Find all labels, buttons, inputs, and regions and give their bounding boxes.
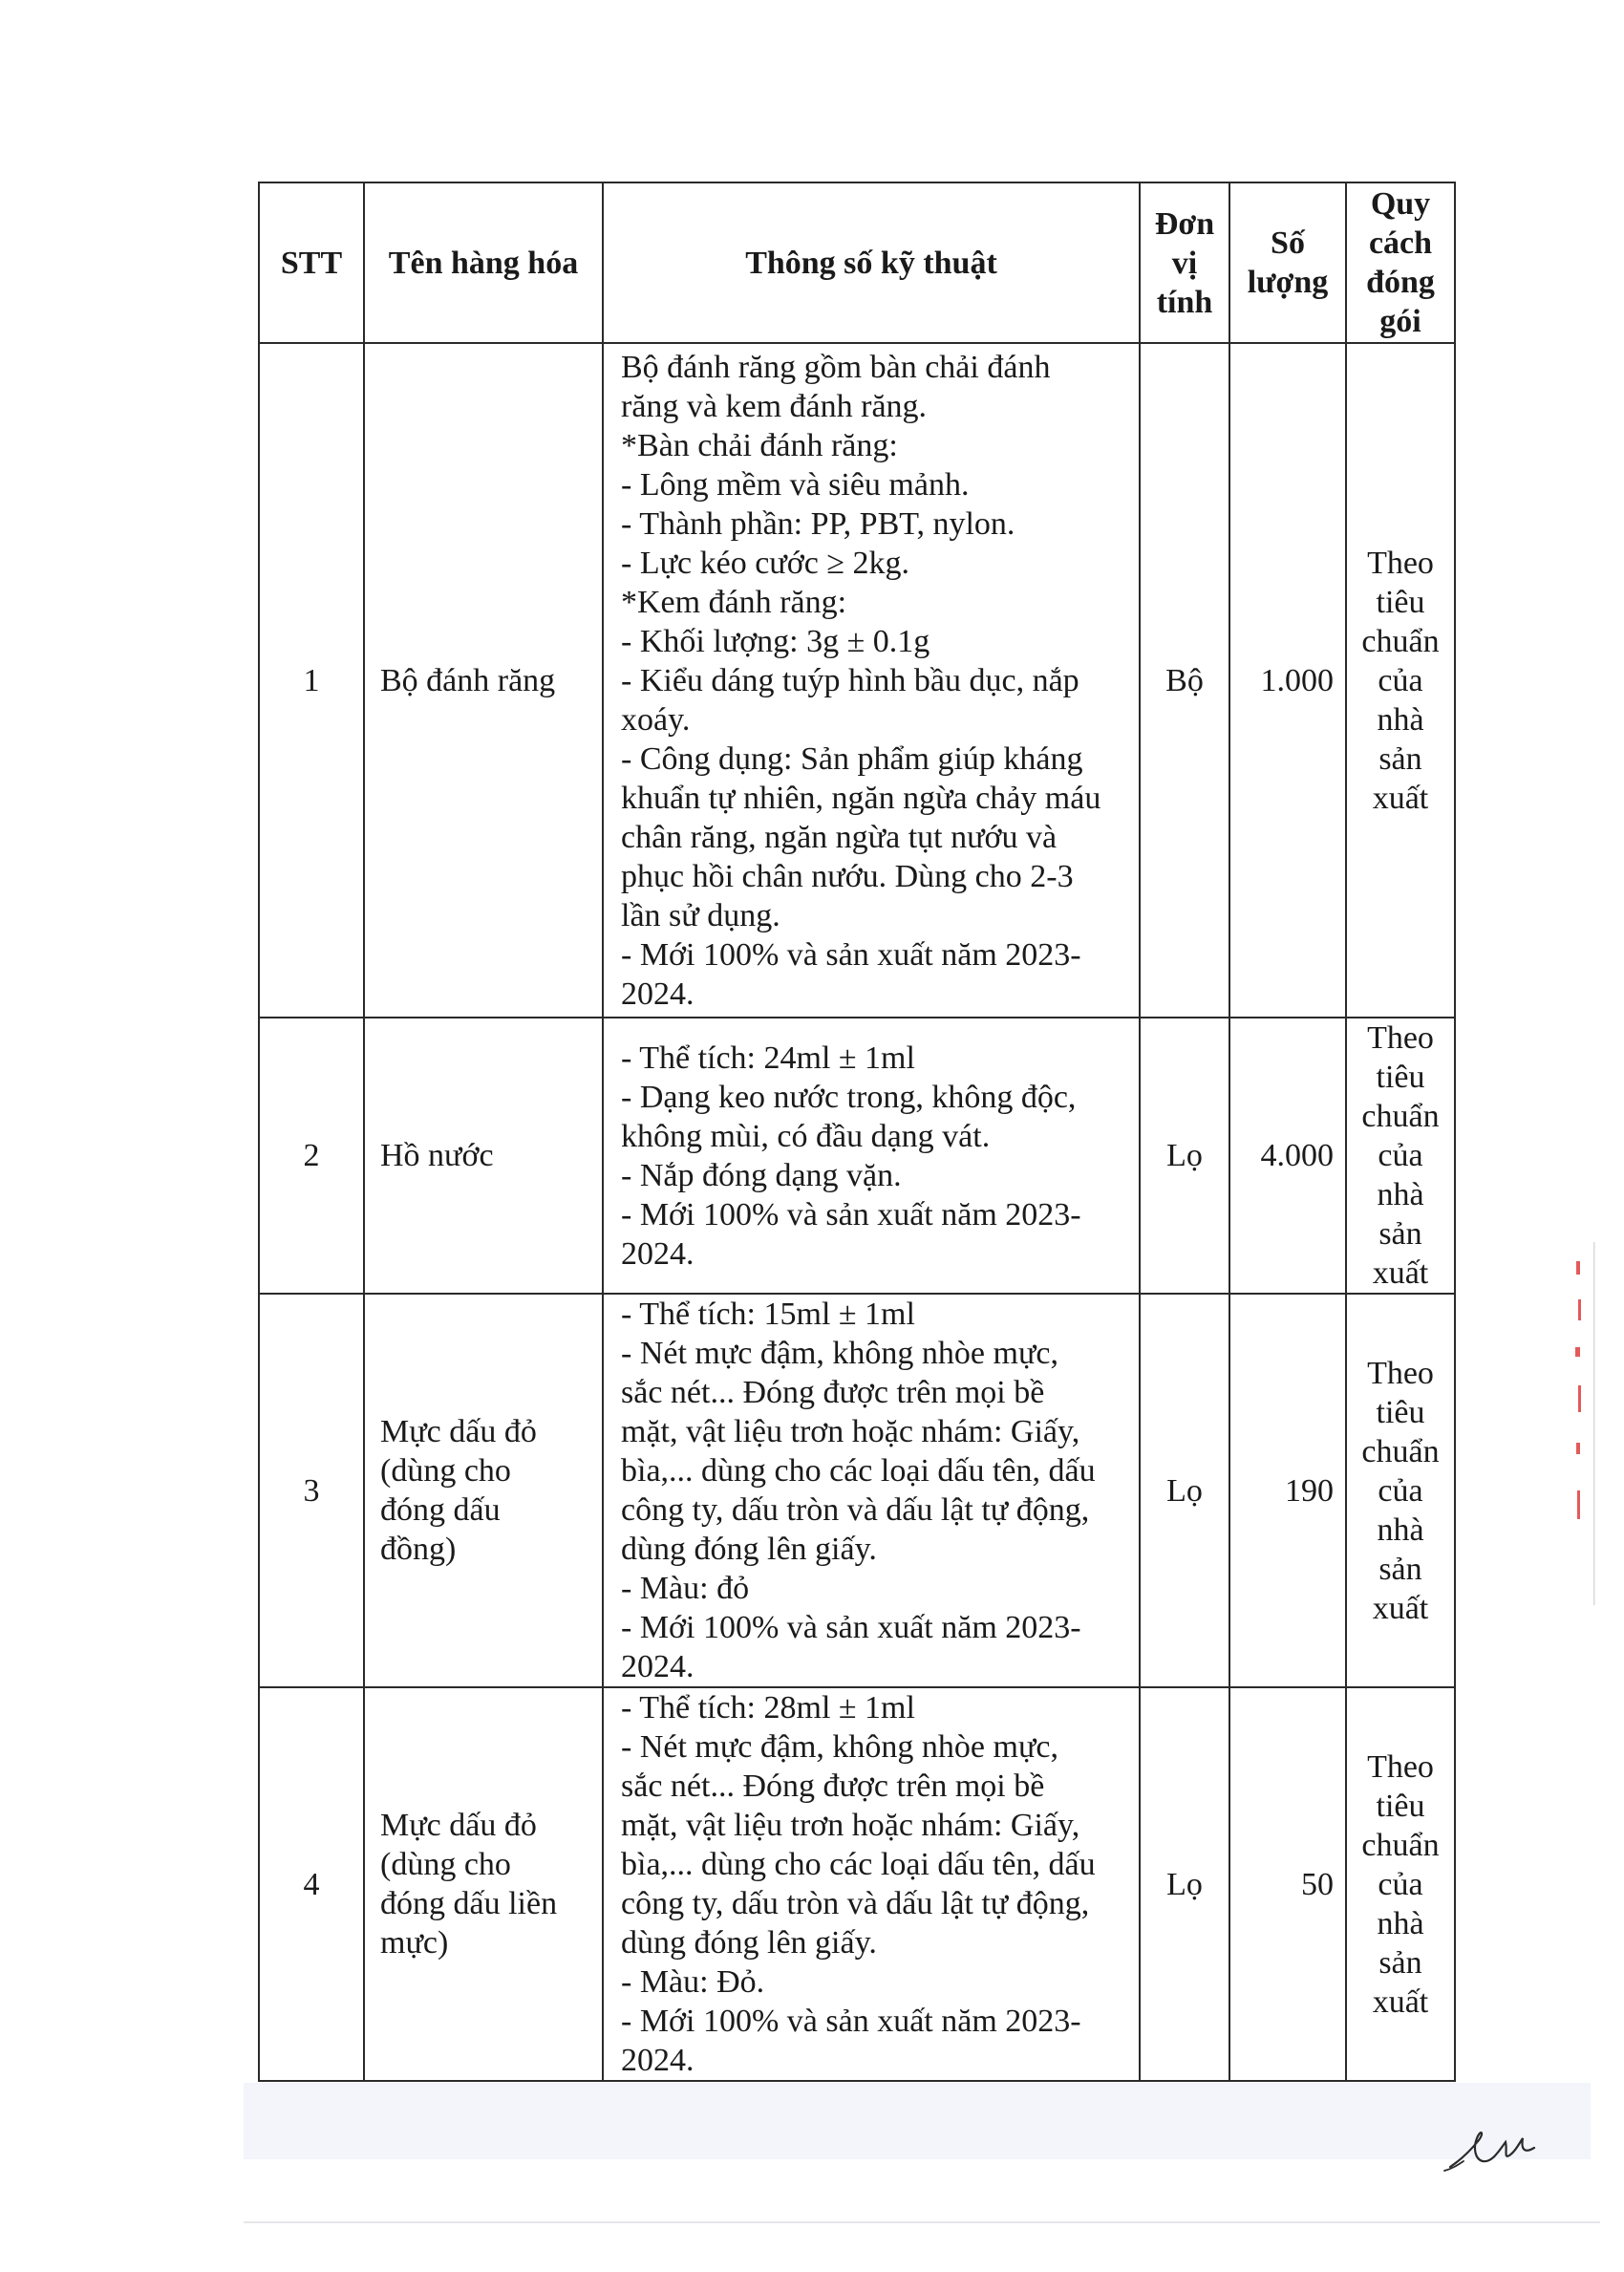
packaging-line: tiêu xyxy=(1376,1060,1425,1095)
packaging-line: của xyxy=(1378,1138,1423,1173)
cell-unit: Lọ xyxy=(1140,1687,1229,2081)
packaging-line: chuẩn xyxy=(1361,1827,1440,1863)
packaging-line: sản xyxy=(1378,1944,1422,1981)
item-name-line: Bộ đánh răng xyxy=(380,662,556,698)
spec-line: *Kem đánh răng: xyxy=(621,584,847,620)
item-name-line: Mực dấu đỏ xyxy=(380,1414,537,1449)
table-row xyxy=(259,1294,1455,1687)
cell-packaging xyxy=(1346,343,1455,1018)
item-name-line: (dùng cho xyxy=(380,1453,511,1489)
cell-specification xyxy=(603,343,1140,1018)
spec-line: mặt, vật liệu trơn hoặc nhám: Giấy, xyxy=(621,1808,1080,1843)
cell-unit: Lọ xyxy=(1140,1018,1229,1294)
cell-item-name xyxy=(364,343,603,1018)
spec-line: - Màu: đỏ xyxy=(621,1571,750,1606)
cell-packaging xyxy=(1346,1294,1455,1687)
spec-line: chân răng, ngăn ngừa tụt nướu và xyxy=(621,819,1058,855)
item-name-line: (dùng cho xyxy=(380,1847,511,1882)
item-name-line: đóng dấu xyxy=(380,1492,501,1528)
cell-stt: 4 xyxy=(259,1687,364,2081)
packaging-line: nhà xyxy=(1377,701,1424,738)
packaging-line: chuẩn xyxy=(1361,623,1440,659)
spec-line: *Bàn chải đánh răng: xyxy=(621,427,898,463)
scan-edge-marks xyxy=(1567,1242,1595,1605)
table-row xyxy=(259,1687,1455,2081)
spec-line: - Lông mềm và siêu mảnh. xyxy=(621,466,970,503)
spec-line: phục hồi chân nướu. Dùng cho 2-3 xyxy=(621,858,1074,894)
spec-line: - Công dụng: Sản phẩm giúp kháng xyxy=(621,740,1083,777)
scan-shading xyxy=(244,2083,1591,2159)
cell-unit: Lọ xyxy=(1140,1294,1229,1687)
goods-specification-table xyxy=(258,182,1456,2082)
item-name-line: Mực dấu đỏ xyxy=(380,1808,537,1843)
item-name-line: đồng) xyxy=(380,1532,457,1567)
cell-stt: 2 xyxy=(259,1018,364,1294)
packaging-line: sản xyxy=(1378,740,1422,777)
spec-line: công ty, dấu tròn và dấu lật tự động, xyxy=(621,1492,1090,1528)
spec-line: - Dạng keo nước trong, không độc, xyxy=(621,1079,1077,1115)
packaging-line: chuẩn xyxy=(1361,1099,1440,1134)
header-stt: STT xyxy=(259,182,364,343)
header-qty-line: Số xyxy=(1271,225,1305,261)
spec-line: - Mới 100% và sản xuất năm 2023- xyxy=(621,1610,1081,1645)
spec-line: - Mới 100% và sản xuất năm 2023- xyxy=(621,1196,1081,1232)
spec-line: - Mới 100% và sản xuất năm 2023- xyxy=(621,936,1081,973)
cell-quantity: 190 xyxy=(1229,1294,1346,1687)
header-pack-line: đóng xyxy=(1366,265,1435,300)
header-unit-line: Đơn xyxy=(1154,205,1215,242)
spec-line: dùng đóng lên giấy. xyxy=(621,1532,877,1567)
header-pack-line: gói xyxy=(1379,304,1421,339)
header-pack-line: cách xyxy=(1368,225,1433,261)
packaging-line: Theo xyxy=(1367,1355,1434,1391)
cell-item-name xyxy=(364,1018,603,1294)
spec-line: 2024. xyxy=(621,975,694,1012)
spec-line: xoáy. xyxy=(621,701,691,738)
cell-item-name xyxy=(364,1294,603,1687)
spec-line: 2024. xyxy=(621,1235,694,1272)
packaging-line: chuẩn xyxy=(1361,1433,1440,1469)
packaging-line: tiêu xyxy=(1376,1788,1425,1824)
table-row xyxy=(259,1018,1455,1294)
header-pack xyxy=(1346,182,1455,343)
spec-line: 2024. xyxy=(621,2043,694,2078)
item-name-line: Hồ nước xyxy=(380,1138,494,1173)
packaging-line: nhà xyxy=(1377,1905,1424,1941)
spec-line: - Nét mực đậm, không nhòe mực, xyxy=(621,1729,1058,1765)
spec-line: sắc nét... Đóng được trên mọi bề xyxy=(621,1375,1045,1410)
packaging-line: xuất xyxy=(1372,1983,1429,2020)
cell-stt: 3 xyxy=(259,1294,364,1687)
cell-stt: 1 xyxy=(259,343,364,1018)
packaging-line: Theo xyxy=(1367,545,1434,581)
packaging-line: tiêu xyxy=(1376,584,1425,620)
header-pack-line: Quy xyxy=(1370,186,1431,222)
packaging-line: của xyxy=(1378,662,1423,698)
cell-packaging xyxy=(1346,1687,1455,2081)
item-name-line: mực) xyxy=(380,1925,449,1961)
packaging-line: của xyxy=(1378,1866,1423,1902)
header-qty-line: lượng xyxy=(1247,265,1329,300)
cell-packaging xyxy=(1346,1018,1455,1294)
spec-line: - Thể tích: 15ml ± 1ml xyxy=(621,1297,915,1332)
packaging-line: sản xyxy=(1378,1551,1422,1587)
spec-line: - Mới 100% và sản xuất năm 2023- xyxy=(621,2004,1081,2039)
cell-item-name xyxy=(364,1687,603,2081)
spec-line: - Khối lượng: 3g ± 0.1g xyxy=(621,623,930,659)
cell-specification xyxy=(603,1018,1140,1294)
spec-line: - Lực kéo cước ≥ 2kg. xyxy=(621,545,909,581)
packaging-line: nhà xyxy=(1377,1177,1424,1212)
spec-line: - Kiểu dáng tuýp hình bầu dục, nắp xyxy=(621,662,1079,698)
spec-line: không mùi, có đầu dạng vát. xyxy=(621,1118,991,1154)
packaging-line: tiêu xyxy=(1376,1394,1425,1430)
spec-line: - Thể tích: 24ml ± 1ml xyxy=(621,1040,915,1076)
page-bottom-rule xyxy=(244,2221,1600,2223)
spec-line: bìa,... dùng cho các loại dấu tên, dấu xyxy=(621,1847,1096,1882)
cell-quantity: 4.000 xyxy=(1229,1018,1346,1294)
spec-line: bìa,... dùng cho các loại dấu tên, dấu xyxy=(621,1453,1096,1489)
table-body xyxy=(259,343,1455,2081)
spec-line: dùng đóng lên giấy. xyxy=(621,1925,877,1961)
spec-line: sắc nét... Đóng được trên mọi bề xyxy=(621,1768,1045,1804)
spec-line: Bộ đánh răng gồm bàn chải đánh xyxy=(621,349,1051,385)
header-qty xyxy=(1229,182,1346,343)
spec-line: răng và kem đánh răng. xyxy=(621,388,928,424)
packaging-line: sản xyxy=(1378,1216,1422,1252)
cell-quantity: 50 xyxy=(1229,1687,1346,2081)
item-name-line: đóng dấu liền xyxy=(380,1886,558,1921)
packaging-line: Theo xyxy=(1367,1020,1434,1056)
table-row xyxy=(259,343,1455,1018)
spec-line: - Thể tích: 28ml ± 1ml xyxy=(621,1690,915,1725)
spec-line: khuẩn tự nhiên, ngăn ngừa chảy máu xyxy=(621,780,1101,816)
packaging-line: xuất xyxy=(1372,1255,1429,1291)
cell-specification xyxy=(603,1687,1140,2081)
spec-line: lần sử dụng. xyxy=(621,897,780,933)
packaging-line: Theo xyxy=(1367,1748,1434,1785)
header-unit xyxy=(1140,182,1229,343)
packaging-line: của xyxy=(1378,1472,1423,1509)
packaging-line: xuất xyxy=(1372,780,1429,816)
header-unit-line: vị xyxy=(1171,245,1198,281)
cell-unit: Bộ xyxy=(1140,343,1229,1018)
spec-line: - Màu: Đỏ. xyxy=(621,1964,765,2000)
packaging-line: nhà xyxy=(1377,1511,1424,1548)
spec-line: mặt, vật liệu trơn hoặc nhám: Giấy, xyxy=(621,1414,1080,1449)
spec-line: công ty, dấu tròn và dấu lật tự động, xyxy=(621,1886,1090,1921)
header-row xyxy=(259,182,1455,343)
packaging-line: xuất xyxy=(1372,1590,1429,1626)
header-unit-line: tính xyxy=(1156,284,1213,320)
signature xyxy=(1442,2111,1548,2178)
header-spec: Thông số kỹ thuật xyxy=(603,182,1140,343)
spec-line: - Nắp đóng dạng vặn. xyxy=(621,1157,902,1193)
spec-line: - Nét mực đậm, không nhòe mực, xyxy=(621,1336,1058,1371)
goods-table-container xyxy=(258,182,1454,2082)
spec-line: - Thành phần: PP, PBT, nylon. xyxy=(621,505,1015,542)
cell-quantity: 1.000 xyxy=(1229,343,1346,1018)
cell-specification xyxy=(603,1294,1140,1687)
header-name: Tên hàng hóa xyxy=(364,182,603,343)
spec-line: 2024. xyxy=(621,1649,694,1684)
